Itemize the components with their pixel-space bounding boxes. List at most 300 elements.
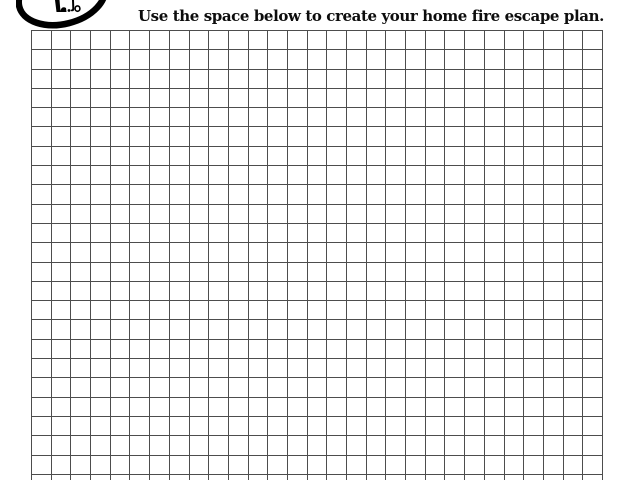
grid-cell	[327, 436, 347, 455]
grid-cell	[32, 320, 52, 339]
grid-cell	[524, 282, 544, 301]
grid-cell	[347, 301, 367, 320]
grid-cell	[505, 359, 525, 378]
grid-cell	[485, 359, 505, 378]
grid-cell	[52, 31, 72, 50]
grid-cell	[406, 475, 426, 480]
grid-cell	[544, 436, 564, 455]
grid-cell	[71, 359, 91, 378]
grid-cell	[52, 147, 72, 166]
grid-cell	[485, 70, 505, 89]
grid-cell	[445, 378, 465, 397]
grid-cell	[170, 243, 190, 262]
grid-cell	[445, 243, 465, 262]
grid-cell	[347, 185, 367, 204]
grid-cell	[229, 70, 249, 89]
grid-cell	[111, 340, 131, 359]
grid-cell	[564, 263, 584, 282]
grid-cell	[445, 147, 465, 166]
grid-cell	[524, 398, 544, 417]
grid-cell	[91, 147, 111, 166]
grid-cell	[445, 185, 465, 204]
grid-cell	[288, 340, 308, 359]
grid-cell	[288, 224, 308, 243]
grid-cell	[465, 475, 485, 480]
grid-cell	[52, 398, 72, 417]
grid-cell	[327, 301, 347, 320]
grid-cell	[190, 436, 210, 455]
grid-cell	[583, 475, 603, 480]
grid-cell	[465, 185, 485, 204]
grid-cell	[426, 147, 446, 166]
grid-cell	[367, 108, 387, 127]
grid-cell	[288, 70, 308, 89]
grid-cell	[406, 224, 426, 243]
grid-cell	[485, 378, 505, 397]
grid-cell	[564, 475, 584, 480]
grid-cell	[386, 263, 406, 282]
grid-cell	[130, 31, 150, 50]
grid-cell	[91, 378, 111, 397]
grid-cell	[190, 89, 210, 108]
grid-cell	[445, 398, 465, 417]
grid-cell	[406, 31, 426, 50]
grid-cell	[564, 205, 584, 224]
grid-cell	[524, 243, 544, 262]
grid-cell	[130, 185, 150, 204]
grid-cell	[485, 282, 505, 301]
grid-cell	[524, 147, 544, 166]
grid-cell	[209, 456, 229, 475]
grid-cell	[583, 70, 603, 89]
grid-cell	[544, 417, 564, 436]
grid-cell	[327, 50, 347, 69]
grid-cell	[32, 243, 52, 262]
grid-cell	[130, 108, 150, 127]
grid-cell	[406, 70, 426, 89]
grid-cell	[386, 31, 406, 50]
grid-cell	[505, 417, 525, 436]
grid-cell	[249, 456, 269, 475]
grid-cell	[288, 205, 308, 224]
grid-cell	[583, 185, 603, 204]
grid-cell	[327, 263, 347, 282]
grid-cell	[367, 359, 387, 378]
grid-cell	[505, 378, 525, 397]
grid-cell	[544, 263, 564, 282]
grid-cell	[465, 127, 485, 146]
grid-cell	[209, 205, 229, 224]
grid-cell	[170, 475, 190, 480]
grid-cell	[465, 417, 485, 436]
grid-cell	[52, 127, 72, 146]
grid-cell	[229, 340, 249, 359]
grid-cell	[426, 243, 446, 262]
grid-cell	[465, 50, 485, 69]
grid-cell	[505, 127, 525, 146]
grid-cell	[170, 378, 190, 397]
grid-cell	[367, 263, 387, 282]
grid-cell	[150, 456, 170, 475]
grid-cell	[386, 50, 406, 69]
grid-cell	[524, 224, 544, 243]
grid-cell	[91, 320, 111, 339]
grid-cell	[209, 282, 229, 301]
grid-cell	[524, 436, 544, 455]
grid-cell	[249, 436, 269, 455]
grid-cell	[229, 263, 249, 282]
grid-cell	[465, 31, 485, 50]
grid-cell	[465, 359, 485, 378]
grid-cell	[524, 205, 544, 224]
grid-cell	[209, 50, 229, 69]
grid-cell	[445, 475, 465, 480]
grid-cell	[367, 50, 387, 69]
grid-cell	[445, 50, 465, 69]
grid-cell	[150, 320, 170, 339]
grid-cell	[229, 185, 249, 204]
grid-cell	[229, 378, 249, 397]
grid-cell	[130, 398, 150, 417]
grid-cell	[229, 282, 249, 301]
grid-cell	[465, 456, 485, 475]
grid-cell	[505, 263, 525, 282]
grid-cell	[505, 31, 525, 50]
grid-cell	[130, 263, 150, 282]
grid-cell	[544, 70, 564, 89]
grid-cell	[111, 31, 131, 50]
grid-cell	[150, 185, 170, 204]
grid-cell	[386, 108, 406, 127]
grid-cell	[130, 70, 150, 89]
grid-cell	[445, 31, 465, 50]
grid-cell	[327, 185, 347, 204]
grid-cell	[52, 301, 72, 320]
grid-cell	[583, 456, 603, 475]
grid-cell	[52, 243, 72, 262]
grid-cell	[308, 456, 328, 475]
grid-cell	[209, 263, 229, 282]
grid-cell	[347, 417, 367, 436]
grid-cell	[544, 185, 564, 204]
grid-cell	[524, 263, 544, 282]
grid-cell	[583, 31, 603, 50]
grid-cell	[130, 301, 150, 320]
grid-cell	[367, 243, 387, 262]
grid-cell	[544, 398, 564, 417]
grid-cell	[249, 340, 269, 359]
grid-cell	[524, 417, 544, 436]
grid-cell	[544, 205, 564, 224]
grid-cell	[111, 456, 131, 475]
grid-cell	[150, 89, 170, 108]
grid-cell	[249, 89, 269, 108]
grid-cell	[288, 127, 308, 146]
grid-cell	[327, 243, 347, 262]
grid-cell	[564, 378, 584, 397]
grid-cell	[308, 378, 328, 397]
grid-cell	[505, 147, 525, 166]
grid-cell	[71, 127, 91, 146]
grid-cell	[465, 243, 485, 262]
grid-cell	[32, 359, 52, 378]
grid-cell	[524, 185, 544, 204]
grid-cell	[327, 166, 347, 185]
grid-cell	[190, 282, 210, 301]
page-title: Use the space below to create your home fire escape plan.	[138, 7, 604, 25]
grid-cell	[465, 70, 485, 89]
grid-cell	[367, 320, 387, 339]
grid-cell	[288, 185, 308, 204]
grid-cell	[288, 263, 308, 282]
grid-cell	[583, 359, 603, 378]
grid-cell	[229, 166, 249, 185]
grid-cell	[327, 398, 347, 417]
grid-cell	[583, 224, 603, 243]
grid-cell	[583, 108, 603, 127]
grid-cell	[268, 185, 288, 204]
grid-cell	[485, 50, 505, 69]
grid-cell	[190, 70, 210, 89]
grid-cell	[308, 301, 328, 320]
grid-cell	[583, 50, 603, 69]
grid-cell	[111, 263, 131, 282]
grid-cell	[249, 147, 269, 166]
grid-cell	[249, 417, 269, 436]
grid-cell	[32, 185, 52, 204]
grid-cell	[71, 50, 91, 69]
grid-cell	[288, 166, 308, 185]
grid-cell	[268, 378, 288, 397]
grid-cell	[347, 398, 367, 417]
grid-cell	[130, 166, 150, 185]
grid-cell	[268, 417, 288, 436]
grid-cell	[564, 436, 584, 455]
grid-cell	[564, 243, 584, 262]
grid-cell	[268, 127, 288, 146]
grid-cell	[367, 417, 387, 436]
grid-cell	[485, 166, 505, 185]
grid-cell	[52, 456, 72, 475]
grid-cell	[465, 89, 485, 108]
grid-cell	[367, 436, 387, 455]
grid-cell	[426, 301, 446, 320]
grid-cell	[386, 398, 406, 417]
grid-cell	[268, 147, 288, 166]
grid-cell	[347, 205, 367, 224]
grid-cell	[386, 70, 406, 89]
grid-cell	[386, 417, 406, 436]
grid-cell	[524, 70, 544, 89]
grid-cell	[209, 417, 229, 436]
grid-cell	[130, 224, 150, 243]
grid-cell	[71, 205, 91, 224]
grid-cell	[170, 205, 190, 224]
grid-cell	[52, 263, 72, 282]
grid-cell	[288, 320, 308, 339]
escape-plan-grid	[31, 30, 603, 480]
grid-cell	[505, 436, 525, 455]
grid-cell	[524, 108, 544, 127]
grid-cell	[564, 301, 584, 320]
grid-cell	[71, 108, 91, 127]
grid-cell	[190, 398, 210, 417]
grid-cell	[249, 166, 269, 185]
grid-cell	[564, 417, 584, 436]
grid-cell	[505, 475, 525, 480]
grid-cell	[209, 378, 229, 397]
grid-cell	[406, 417, 426, 436]
grid-cell	[583, 436, 603, 455]
grid-cell	[564, 127, 584, 146]
grid-cell	[327, 456, 347, 475]
grid-cell	[367, 378, 387, 397]
grid-cell	[485, 108, 505, 127]
grid-cell	[583, 263, 603, 282]
grid-cell	[288, 378, 308, 397]
grid-cell	[71, 456, 91, 475]
grid-cell	[229, 205, 249, 224]
grid-cell	[367, 205, 387, 224]
grid-cell	[583, 398, 603, 417]
grid-cell	[485, 147, 505, 166]
grid-cell	[268, 359, 288, 378]
grid-cell	[426, 359, 446, 378]
grid-cell	[485, 475, 505, 480]
grid-cell	[564, 282, 584, 301]
grid-cell	[583, 378, 603, 397]
grid-cell	[505, 340, 525, 359]
grid-cell	[583, 243, 603, 262]
grid-cell	[583, 282, 603, 301]
grid-cell	[190, 108, 210, 127]
grid-cell	[190, 31, 210, 50]
grid-cell	[71, 185, 91, 204]
grid-cell	[524, 89, 544, 108]
grid-cell	[406, 185, 426, 204]
grid-cell	[406, 320, 426, 339]
grid-cell	[524, 378, 544, 397]
grid-cell	[485, 89, 505, 108]
grid-cell	[170, 185, 190, 204]
grid-cell	[71, 301, 91, 320]
grid-cell	[91, 456, 111, 475]
grid-cell	[209, 398, 229, 417]
grid-cell	[170, 50, 190, 69]
grid-cell	[426, 224, 446, 243]
grid-cell	[367, 127, 387, 146]
grid-cell	[505, 50, 525, 69]
grid-cell	[190, 166, 210, 185]
grid-cell	[32, 340, 52, 359]
grid-cell	[268, 31, 288, 50]
grid-cell	[564, 31, 584, 50]
grid-cell	[111, 224, 131, 243]
grid-cell	[170, 301, 190, 320]
grid-cell	[150, 108, 170, 127]
grid-cell	[485, 31, 505, 50]
grid-cell	[327, 417, 347, 436]
grid-cell	[32, 166, 52, 185]
grid-cell	[386, 359, 406, 378]
grid-cell	[426, 50, 446, 69]
grid-cell	[347, 263, 367, 282]
grid-cell	[190, 456, 210, 475]
grid-cell	[308, 50, 328, 69]
grid-cell	[524, 340, 544, 359]
grid-cell	[190, 50, 210, 69]
grid-cell	[130, 320, 150, 339]
grid-cell	[150, 31, 170, 50]
grid-cell	[583, 417, 603, 436]
grid-cell	[91, 185, 111, 204]
grid-cell	[130, 282, 150, 301]
grid-cell	[386, 282, 406, 301]
grid-cell	[524, 50, 544, 69]
grid-cell	[32, 108, 52, 127]
grid-cell	[150, 475, 170, 480]
grid-cell	[327, 108, 347, 127]
grid-cell	[288, 147, 308, 166]
grid-cell	[170, 456, 190, 475]
grid-cell	[347, 31, 367, 50]
grid-cell	[150, 282, 170, 301]
grid-cell	[249, 359, 269, 378]
grid-cell	[111, 108, 131, 127]
grid-cell	[445, 70, 465, 89]
grid-cell	[445, 282, 465, 301]
grid-cell	[288, 301, 308, 320]
grid-cell	[288, 243, 308, 262]
grid-cell	[505, 205, 525, 224]
grid-cell	[170, 417, 190, 436]
grid-cell	[91, 50, 111, 69]
grid-cell	[544, 359, 564, 378]
grid-cell	[426, 89, 446, 108]
grid-cell	[91, 224, 111, 243]
grid-cell	[485, 417, 505, 436]
grid-cell	[32, 205, 52, 224]
grid-cell	[150, 147, 170, 166]
grid-cell	[465, 301, 485, 320]
grid-cell	[367, 282, 387, 301]
grid-cell	[32, 378, 52, 397]
grid-cell	[406, 108, 426, 127]
grid-cell	[150, 340, 170, 359]
grid-cell	[505, 224, 525, 243]
grid-cell	[190, 224, 210, 243]
grid-cell	[367, 224, 387, 243]
grid-cell	[544, 127, 564, 146]
grid-cell	[170, 282, 190, 301]
fire-safety-logo	[16, 0, 116, 32]
grid-cell	[308, 263, 328, 282]
grid-cell	[111, 398, 131, 417]
grid-cell	[130, 127, 150, 146]
grid-cell	[91, 89, 111, 108]
grid-cell	[564, 185, 584, 204]
grid-cell	[249, 205, 269, 224]
grid-cell	[249, 475, 269, 480]
grid-cell	[32, 89, 52, 108]
grid-cell	[327, 320, 347, 339]
grid-cell	[544, 243, 564, 262]
grid-cell	[445, 417, 465, 436]
grid-cell	[445, 127, 465, 146]
grid-cell	[111, 185, 131, 204]
grid-cell	[327, 31, 347, 50]
grid-cell	[170, 224, 190, 243]
